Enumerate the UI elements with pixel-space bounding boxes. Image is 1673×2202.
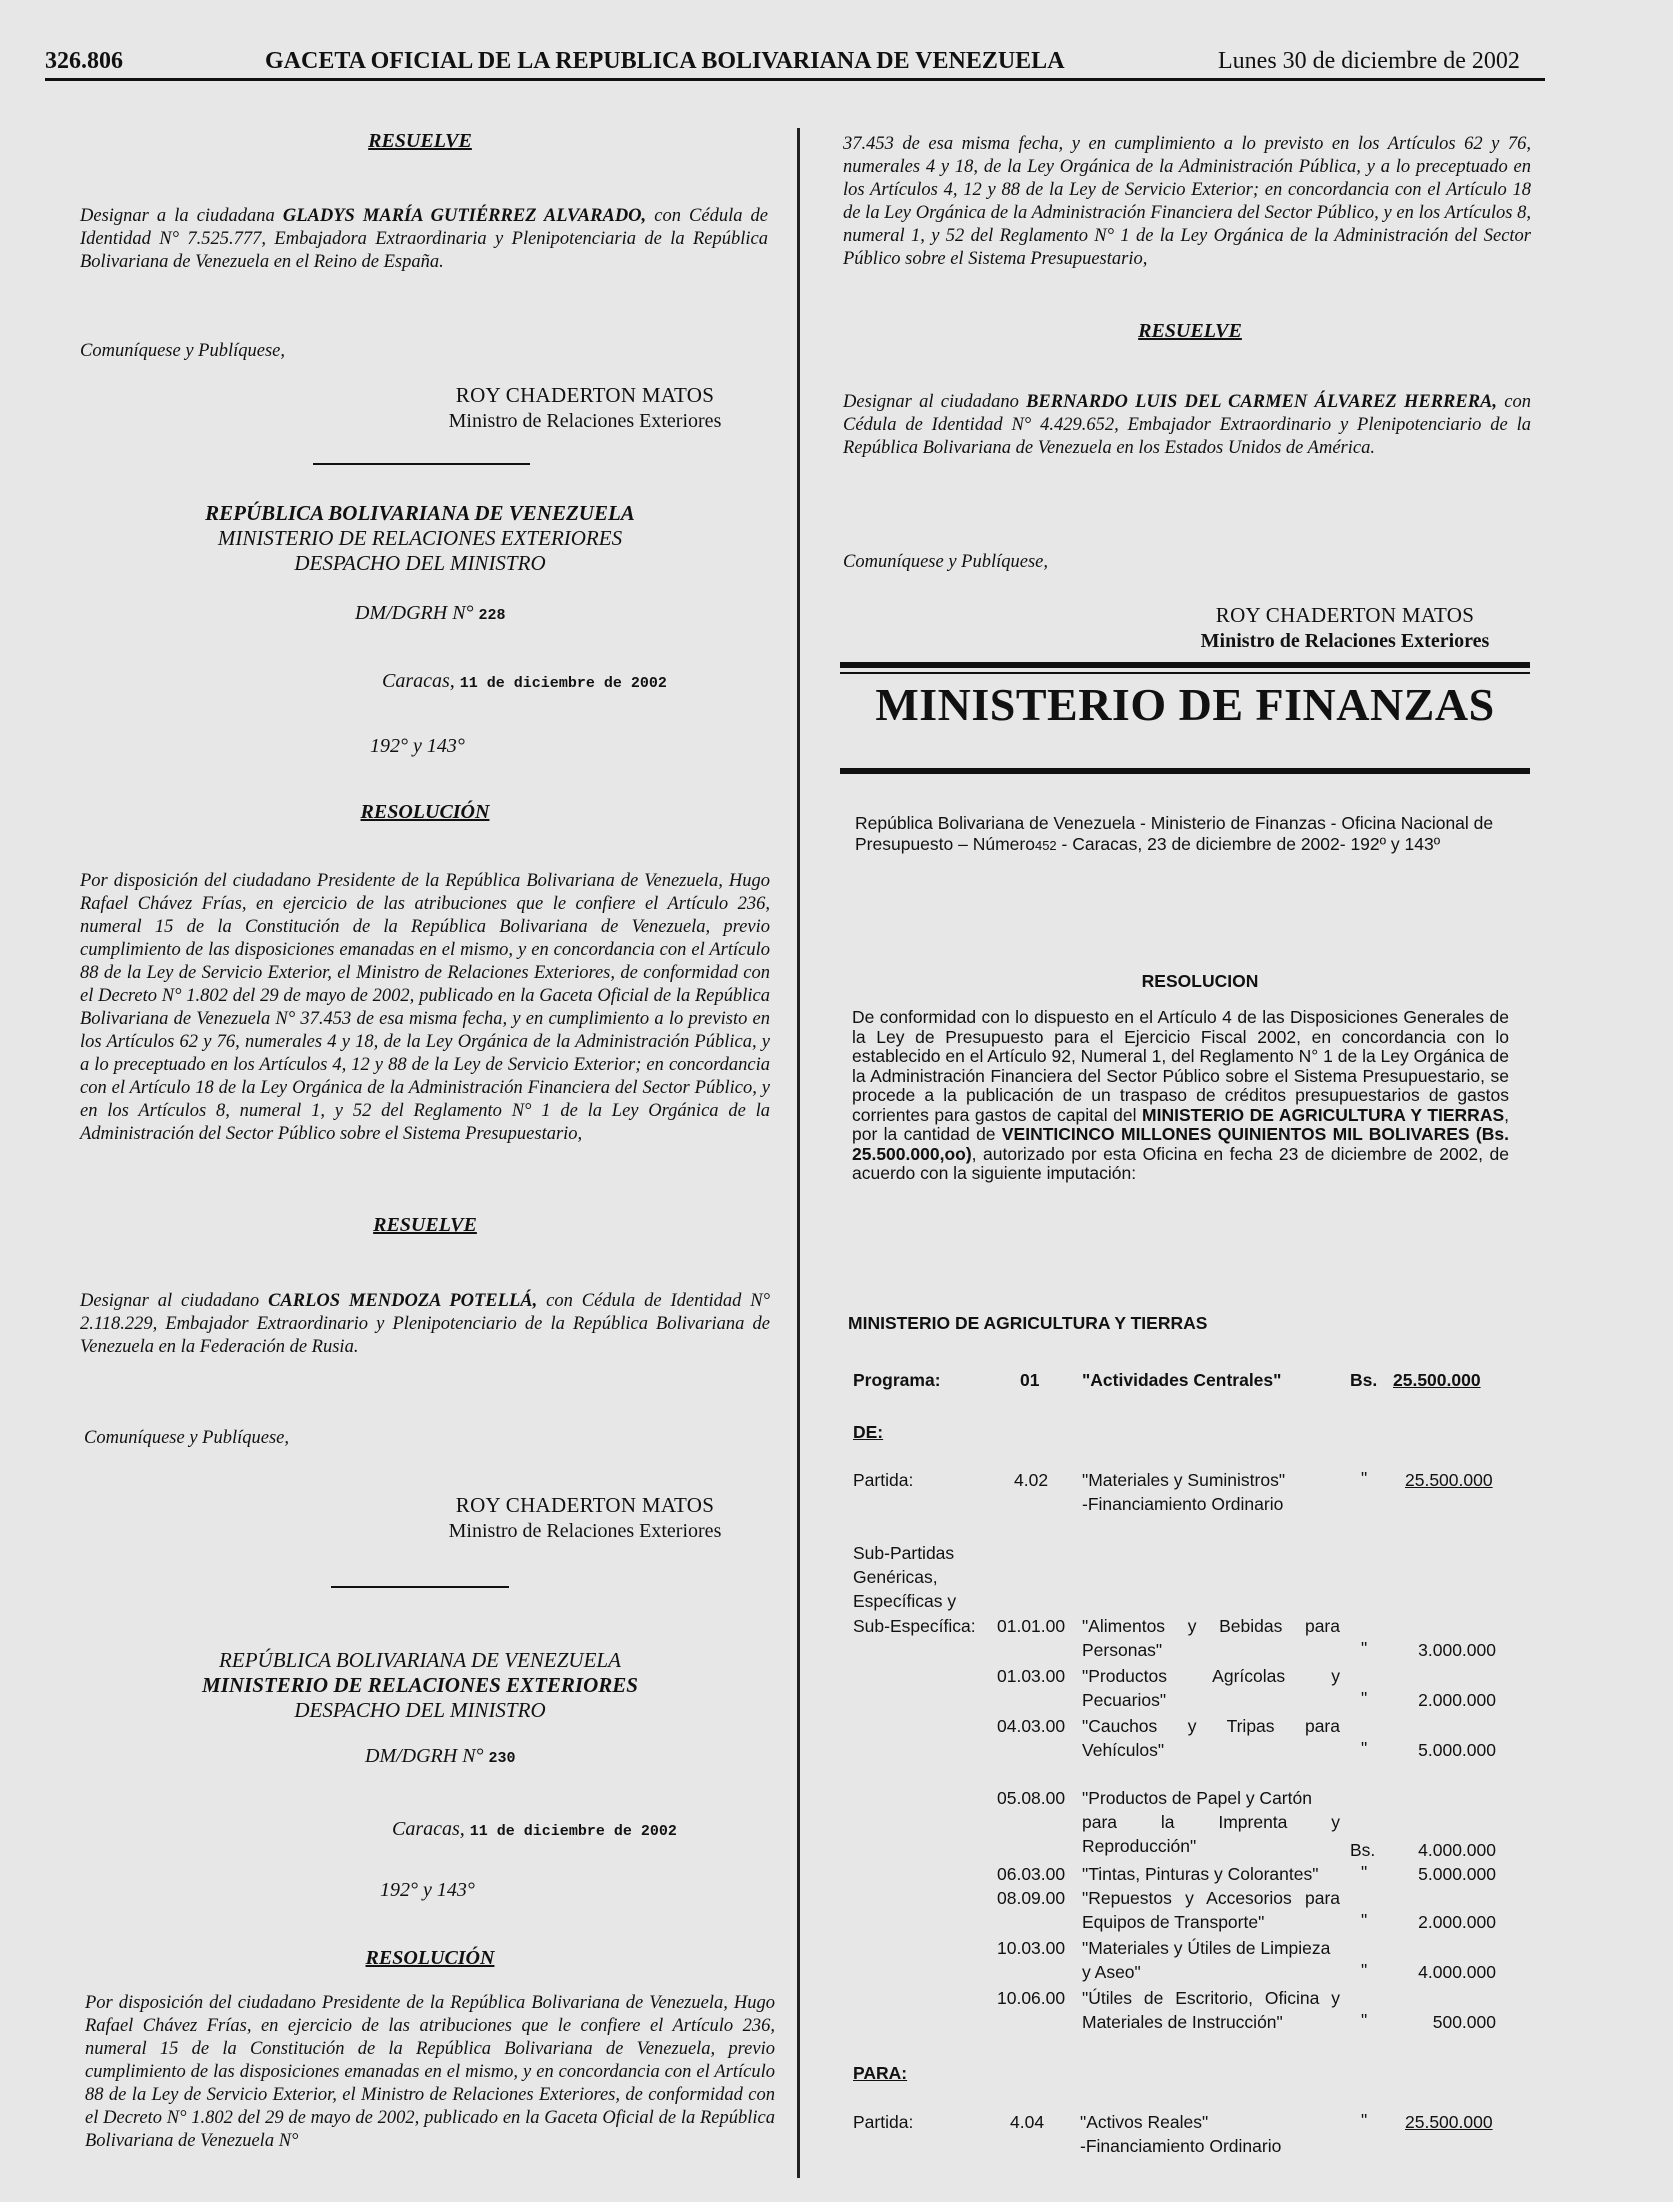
city-date: Caracas, 11 de diciembre de 2002	[392, 1818, 677, 1840]
item-description-cont: Equipos de Transporte"	[1082, 1912, 1265, 1932]
partida-code: 4.04	[1010, 2112, 1045, 2132]
de-label: DE:	[853, 1422, 884, 1442]
item-amount: 2.000.000	[1418, 1912, 1496, 1932]
dm-number: DM/DGRH N° 228	[355, 602, 506, 624]
appointee-name: GLADYS MARÍA GUTIÉRREZ ALVARADO,	[282, 206, 647, 226]
item-amount: 5.000.000	[1418, 1864, 1496, 1884]
programa-code: 01	[1020, 1370, 1040, 1390]
comuniquese-text: Comuníquese y Publíquese,	[84, 1428, 289, 1448]
header-rule	[45, 78, 1545, 81]
item-description: "Productos de Papel y Cartón	[1082, 1788, 1312, 1808]
section-separator	[331, 1586, 509, 1588]
item-description: "Repuestos y Accesorios para	[1082, 1888, 1340, 1908]
ministry-name: MINISTERIO DE RELACIONES EXTERIORES	[217, 526, 623, 550]
appointee-name: BERNARDO LUIS DEL CARMEN ÁLVAREZ HERRERA,	[1026, 392, 1498, 412]
item-description-cont: Reproducción"	[1082, 1836, 1197, 1856]
item-description: "Alimentos y Bebidas para	[1082, 1616, 1340, 1636]
signer-title: Ministro de Relaciones Exteriores	[448, 410, 722, 432]
gazette-date: Lunes 30 de diciembre de 2002	[1218, 48, 1520, 74]
dm-number: DM/DGRH N° 230	[365, 1745, 516, 1767]
item-description: "Útiles de Escritorio, Oficina y	[1082, 1988, 1340, 2008]
programa-currency: Bs.	[1350, 1370, 1378, 1390]
para-label: PARA:	[853, 2063, 908, 2083]
page-number: 326.806	[45, 48, 123, 74]
item-description: "Tintas, Pinturas y Colorantes"	[1082, 1864, 1319, 1884]
item-description: "Cauchos y Tripas para	[1082, 1716, 1340, 1736]
subpartidas-label: Genéricas,	[853, 1567, 938, 1587]
finanzas-top-rule	[840, 662, 1530, 668]
finanzas-intro: República Bolivariana de Venezuela - Ministerio de Finanzas - Oficina Nacional de Presupuesto – Número452 - Caracas, 23 de diciembre de 2002- 192º y 143º	[855, 813, 1494, 854]
partida-name: "Activos Reales"	[1080, 2112, 1209, 2132]
ditto-mark: "	[1361, 1960, 1368, 1980]
ditto-mark: "	[1361, 1638, 1368, 1658]
ditto-mark: "	[1361, 1738, 1368, 1758]
years-text: 192° y 143°	[380, 1879, 475, 1901]
partida-label: Partida:	[853, 1470, 914, 1490]
finanzas-top-rule-thin	[840, 672, 1530, 674]
item-description-cont: Pecuarios"	[1082, 1690, 1167, 1710]
signer-title: Ministro de Relaciones Exteriores	[448, 1520, 722, 1542]
signer-name: ROY CHADERTON MATOS	[1215, 603, 1475, 627]
item-code: 01.03.00	[997, 1666, 1066, 1686]
partida-financing: -Financiamiento Ordinario	[1082, 1494, 1284, 1514]
gazette-title: GACETA OFICIAL DE LA REPUBLICA BOLIVARIANA DE VENEZUELA	[265, 48, 1065, 74]
item-amount: 4.000.000	[1418, 1840, 1496, 1860]
finanzas-bottom-rule	[840, 768, 1530, 774]
subpartidas-label: Específicas y	[853, 1591, 957, 1611]
item-amount: 3.000.000	[1418, 1640, 1496, 1660]
item-description-cont: para la Imprenta y	[1082, 1812, 1340, 1832]
ministry-name: MINISTERIO DE RELACIONES EXTERIORES	[202, 1673, 638, 1697]
item-amount: 500.000	[1432, 2012, 1496, 2032]
ditto-mark: "	[1361, 2110, 1368, 2130]
currency-mark: Bs.	[1350, 1840, 1376, 1860]
ditto-mark: "	[1361, 2010, 1368, 2030]
item-code: 04.03.00	[997, 1716, 1066, 1736]
years-text: 192° y 143°	[370, 735, 465, 757]
item-description-cont: Vehículos"	[1082, 1740, 1165, 1760]
continued-resolution-body: 37.453 de esa misma fecha, y en cumplimiento a lo previsto en los Artículos 62 y 76, numerales 4 y 18, de la Ley Orgánica de la Administración Pública, y a lo preceptuado en los Artículos 4, 12 y 88 de la Ley de Servicio Exterior; en concordancia con el Artículo 18 de la Ley Orgánica de la Administración Financiera del Sector Público, y en los Artículos 8, numeral 1, y 52 del Reglamento N° 1 de la Ley Orgánica de la Administración del Sector Público sobre el Sistema Presupuestario,	[843, 134, 1531, 269]
designation-paragraph: Designar al ciudadano CARLOS MENDOZA POTELLÁ, con Cédula de Identidad N° 2.118.229, Embajador Extraordinario y Plenipotenciario de la República Bolivariana de Venezuela en la Federación de Rusia.	[80, 1291, 770, 1357]
programa-amount: 25.500.000	[1393, 1370, 1481, 1390]
office-name: DESPACHO DEL MINISTRO	[294, 1698, 546, 1722]
item-code: 10.03.00	[997, 1938, 1066, 1958]
item-amount: 2.000.000	[1418, 1690, 1496, 1710]
resuelve-heading: RESUELVE	[1138, 320, 1242, 342]
item-code: 06.03.00	[997, 1864, 1066, 1884]
item-description: "Materiales y Útiles de Limpieza	[1082, 1938, 1331, 1958]
signer-name: ROY CHADERTON MATOS	[455, 1493, 715, 1517]
item-amount: 4.000.000	[1418, 1962, 1496, 1982]
programa-label: Programa:	[853, 1370, 941, 1390]
appointee-name: CARLOS MENDOZA POTELLÁ,	[268, 1291, 538, 1311]
finanzas-resolution-body: De conformidad con lo dispuesto en el Artículo 4 de las Disposiciones Generales de la Ley de Presupuesto para el Ejercicio Fiscal 2002, en concordancia con lo establecido en el Artículo 92, Numeral 1, del Reglamento N° 1 de la Ley Orgánica de la Administración Financiera del Sector Público sobre el Sistema Presupuestario, se procede a la publicación de un traspaso de créditos presupuestarios de gastos corrientes para gastos de capital del MINISTERIO DE AGRICULTURA Y TIERRAS, por la cantidad de VEINTICINCO MILLONES QUINIENTOS MIL BOLIVARES (Bs. 25.500.000,oo), autorizado por esta Oficina en fecha 23 de diciembre de 2002, de acuerdo con la siguiente imputación:	[852, 1007, 1510, 1183]
programa-name: "Actividades Centrales"	[1082, 1370, 1282, 1390]
resuelve-heading: RESUELVE	[373, 1214, 477, 1236]
designation-paragraph: Designar al ciudadano BERNARDO LUIS DEL CARMEN ÁLVAREZ HERRERA, con Cédula de Identidad N° 4.429.652, Embajador Extraordinario y Plenipotenciario de la República Bolivariana de Venezuela en los Estados Unidos de América.	[843, 392, 1531, 458]
finanzas-title: MINISTERIO DE FINANZAS	[875, 679, 1495, 730]
section-separator	[313, 463, 530, 465]
item-description-cont: y Aseo"	[1082, 1962, 1141, 1982]
item-description: "Productos Agrícolas y	[1082, 1666, 1340, 1686]
partida-financing: -Financiamiento Ordinario	[1080, 2136, 1282, 2156]
designation-paragraph: Designar a la ciudadana GLADYS MARÍA GUTIÉRREZ ALVARADO, con Cédula de Identidad N° 7.525.777, Embajadora Extraordinaria y Plenipotenciaria de la República Bolivariana de Venezuela en el Reino de España.	[80, 206, 768, 272]
partida-amount: 25.500.000	[1405, 1470, 1493, 1490]
resolution-body: Por disposición del ciudadano Presidente de la República Bolivariana de Venezuela, Hugo Rafael Chávez Frías, en ejercicio de las atribuciones que le confiere el Artículo 236, numeral 15 de la Constitución de la República Bolivariana de Venezuela, previo cumplimiento de las disposiciones emanadas en el mismo, y en concordancia con el Artículo 88 de la Ley de Servicio Exterior, el Ministro de Relaciones Exteriores, de conformidad con el Decreto N° 1.802 del 29 de mayo de 2002, publicado en la Gaceta Oficial de la República Bolivariana de Venezuela N° 37.453 de esa misma fecha, y en cumplimiento a lo previsto en los Artículos 62 y 76, numerales 4 y 18, de la Ley Orgánica de la Administración Pública, y a lo preceptuado en los Artículos 4, 12 y 88 de la Ley de Servicio Exterior; en concordancia con el Artículo 18 de la Ley Orgánica de la Administración Financiera del Sector Público, y en los Artículos 8, numeral 1, y 52 del Reglamento N° 1 de la Ley Orgánica de la Administración del Sector Público sobre el Sistema Presupuestario,	[80, 871, 770, 1144]
item-code: 10.06.00	[997, 1988, 1066, 2008]
resolucion-heading: RESOLUCIÓN	[365, 1947, 495, 1969]
ministry-label: MINISTERIO DE AGRICULTURA Y TIERRAS	[848, 1313, 1208, 1333]
partida-name: "Materiales y Suministros"	[1082, 1470, 1286, 1490]
item-amount: 5.000.000	[1418, 1740, 1496, 1760]
ditto-mark: "	[1361, 1468, 1368, 1488]
subpartidas-label: Sub-Específica:	[853, 1616, 976, 1636]
state-name: REPÚBLICA BOLIVARIANA DE VENEZUELA	[219, 1648, 621, 1672]
item-code: 08.09.00	[997, 1888, 1066, 1908]
item-code: 01.01.00	[997, 1616, 1066, 1636]
item-code: 05.08.00	[997, 1788, 1066, 1808]
column-divider	[797, 128, 800, 2178]
resolution-body: Por disposición del ciudadano Presidente de la República Bolivariana de Venezuela, Hugo Rafael Chávez Frías, en ejercicio de las atribuciones que le confiere el Artículo 236, numeral 15 de la Constitución de la República Bolivariana de Venezuela, previo cumplimiento de las disposiciones emanadas en el mismo, y en concordancia con el Artículo 88 de la Ley de Servicio Exterior, el Ministro de Relaciones Exteriores, de conformidad con el Decreto N° 1.802 del 29 de mayo de 2002, publicado en la Gaceta Oficial de la República Bolivariana de Venezuela N°	[85, 1993, 775, 2151]
city-date: Caracas, 11 de diciembre de 2002	[382, 670, 667, 692]
ditto-mark: "	[1361, 1910, 1368, 1930]
signer-title: Ministro de Relaciones Exteriores	[1200, 630, 1490, 652]
item-description-cont: Personas"	[1082, 1640, 1163, 1660]
comuniquese-text: Comuníquese y Publíquese,	[80, 341, 285, 361]
partida-amount: 25.500.000	[1405, 2112, 1493, 2132]
comuniquese-text: Comuníquese y Publíquese,	[843, 552, 1048, 572]
item-description-cont: Materiales de Instrucción"	[1082, 2012, 1283, 2032]
subpartidas-label: Sub-Partidas	[853, 1543, 955, 1563]
resolucion-heading: RESOLUCIÓN	[360, 801, 490, 823]
office-name: DESPACHO DEL MINISTRO	[294, 551, 546, 575]
ditto-mark: "	[1361, 1688, 1368, 1708]
partida-code: 4.02	[1014, 1470, 1049, 1490]
finanzas-resolucion-heading: RESOLUCION	[1141, 971, 1259, 991]
partida-label: Partida:	[853, 2112, 914, 2132]
signer-name: ROY CHADERTON MATOS	[455, 383, 715, 407]
ditto-mark: "	[1361, 1862, 1368, 1882]
resuelve-heading: RESUELVE	[368, 130, 472, 152]
state-name: REPÚBLICA BOLIVARIANA DE VENEZUELA	[205, 501, 635, 525]
